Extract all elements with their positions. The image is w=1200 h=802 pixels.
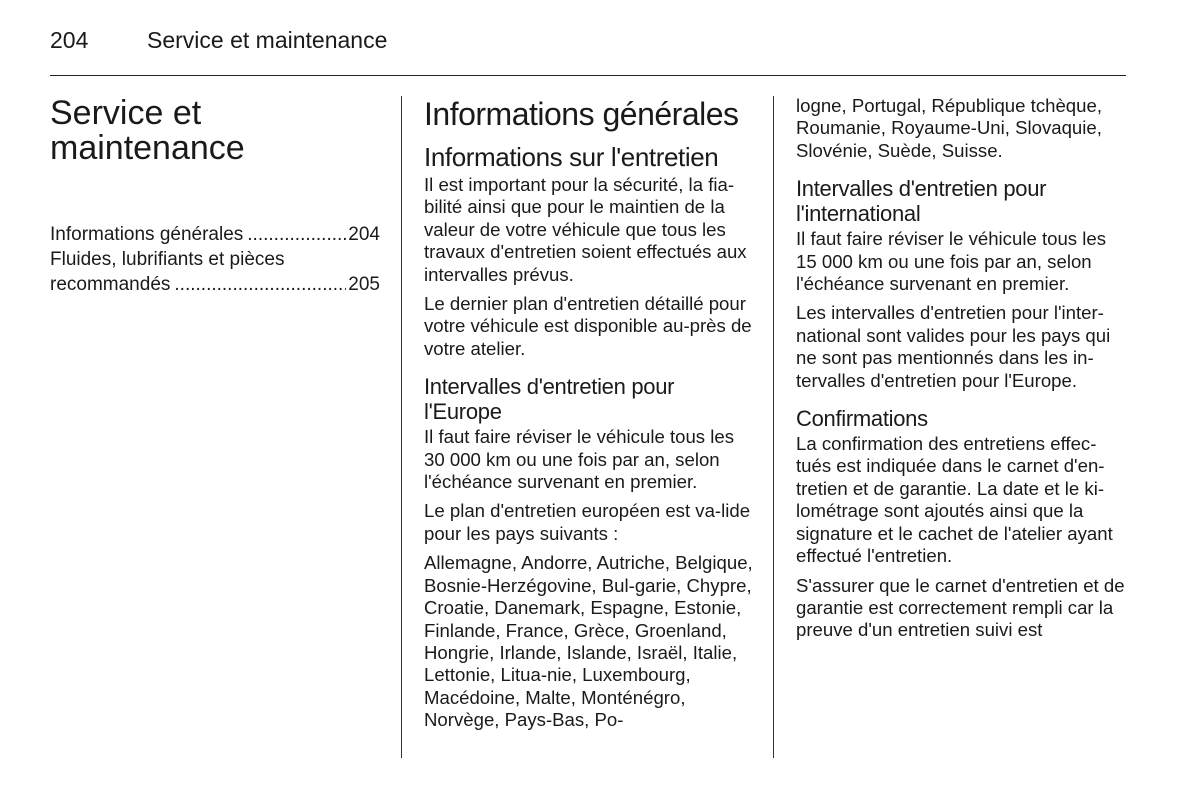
table-of-contents — [50, 222, 380, 297]
paragraph: Les intervalles d'entretien pour l'inter-national sont valides pour les pays qui ne sont pas mentionnés dans les in-tervalles d'entretien pour l'Europe. — [796, 302, 1111, 391]
column-divider — [401, 96, 402, 758]
header-rule — [50, 75, 1126, 76]
paragraph: Le dernier plan d'entretien détaillé pour votre véhicule est disponible au-près de votre atelier. — [424, 293, 752, 359]
paragraph: S'assurer que le carnet d'entretien et de garantie est correctement rempli car la preuve d'un entretien suivi est — [796, 574, 1125, 641]
toc-entry-label-cont: recommandés — [50, 274, 171, 295]
paragraph: Le plan d'entretien européen est va-lide pour les pays suivants : — [424, 500, 751, 544]
sub-heading: Intervalles d'entretien pour l'international — [796, 176, 1047, 227]
toc-leader-dots — [174, 272, 346, 297]
toc-entry-label: Fluides, lubrifiants et pièces — [50, 249, 285, 270]
running-header: Service et maintenance — [147, 27, 388, 53]
toc-entry-page: 204 — [348, 224, 380, 245]
country-list-cont: logne, Portugal, République tchèque, Roumanie, Royaume-Uni, Slovaquie, Slovénie, Suède, Suisse. — [796, 95, 1102, 161]
subsection-heading: Informations sur l'entretien — [424, 142, 719, 172]
paragraph: Il est important pour la sécurité, la fia-bilité ainsi que pour le maintien de la valeur de votre véhicule que tous les travaux d'entretien soient effectués aux intervalles prévus. — [424, 174, 747, 285]
page-number: 204 — [50, 27, 89, 53]
country-list: Allemagne, Andorre, Autriche, Belgique, Bosnie-Herzégovine, Bul-garie, Chypre, Croatie, Danemark, Espagne, Estonie, Finlande, France, Grèce, Groenland, Hongrie, Irlande, Islande, Israël, Italie, Lettonie, Litua-nie, Luxembourg, Macédoine, Malte, Monténégro, Norvège, Pays-Bas, Po- — [424, 552, 753, 731]
toc-entry-page: 205 — [348, 274, 380, 295]
paragraph: Il faut faire réviser le véhicule tous les 15 000 km ou une fois par an, selon l'échéance survenant en premier. — [796, 228, 1107, 295]
column-divider — [773, 96, 774, 758]
toc-entry[interactable] — [50, 222, 380, 247]
section-heading: Informations générales — [424, 96, 739, 132]
toc-leader-dots — [247, 222, 346, 247]
paragraph: La confirmation des entretiens effec-tués est indiquée dans le carnet d'en-tretien et de garantie. La date et le ki-lométrage sont ajoutés ainsi que la signature et le cachet de l'atelier ayant effectué l'entretien. — [796, 433, 1113, 567]
toc-entry[interactable] — [50, 247, 380, 297]
column-right — [796, 95, 1126, 649]
chapter-title: Service et maintenance — [50, 94, 245, 167]
sub-heading: Confirmations — [796, 406, 928, 432]
toc-entry-label: Informations générales — [50, 224, 244, 245]
sub-heading: Intervalles d'entretien pour l'Europe — [424, 374, 675, 425]
paragraph: Il faut faire réviser le véhicule tous les 30 000 km ou une fois par an, selon l'échéance survenant en premier. — [424, 426, 735, 493]
column-middle — [424, 96, 754, 739]
